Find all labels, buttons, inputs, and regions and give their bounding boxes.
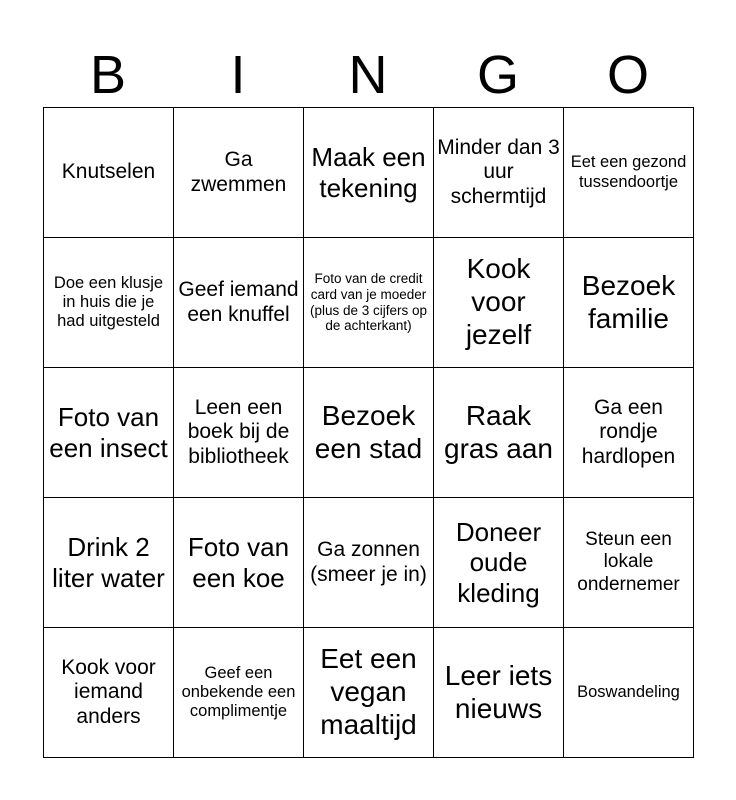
bingo-cell: Eet een vegan maaltijd [304,628,434,758]
board-row-4 [44,498,694,628]
bingo-cell: Maak een tekening [304,108,434,238]
bingo-cell: Doe een klusje in huis die je had uitgesteld [44,238,174,368]
bingo-cell: Foto van de credit card van je moeder (plus de 3 cijfers op de achterkant) [304,238,434,368]
bingo-cell: Knutselen [44,108,174,238]
bingo-cell: Kook voor iemand anders [44,628,174,758]
header-letter-g: G [476,45,519,105]
header-letter-o: O [606,45,649,105]
bingo-cell: Leen een boek bij de bibliotheek [174,368,304,498]
board-row-2 [44,238,694,368]
bingo-cell: Bezoek een stad [304,368,434,498]
bingo-cell: Bezoek familie [564,238,694,368]
bingo-cell: Raak gras aan [434,368,564,498]
bingo-cell: Ga een rondje hardlopen [564,368,694,498]
bingo-cell: Geef een onbekende een complimentje [174,628,304,758]
bingo-board [43,107,694,758]
header-letter-b: B [89,45,127,105]
bingo-cell: Eet een gezond tussendoortje [564,108,694,238]
bingo-cell: Drink 2 liter water [44,498,174,628]
bingo-cell: Geef iemand een knuffel [174,238,304,368]
bingo-cell: Doneer oude kleding [434,498,564,628]
board-row-3 [44,368,694,498]
bingo-cell: Boswandeling [564,628,694,758]
bingo-cell: Minder dan 3 uur schermtijd [434,108,564,238]
bingo-header [43,42,693,108]
bingo-cell: Ga zonnen (smeer je in) [304,498,434,628]
board-row-5 [44,628,694,758]
bingo-cell: Steun een lokale ondernemer [564,498,694,628]
header-letter-i: I [230,45,246,105]
bingo-cell: Foto van een koe [174,498,304,628]
bingo-cell: Leer iets nieuws [434,628,564,758]
board-row-1 [44,108,694,238]
bingo-cell: Foto van een insect [44,368,174,498]
header-letter-n: N [348,45,388,105]
bingo-cell: Ga zwemmen [174,108,304,238]
bingo-cell: Kook voor jezelf [434,238,564,368]
